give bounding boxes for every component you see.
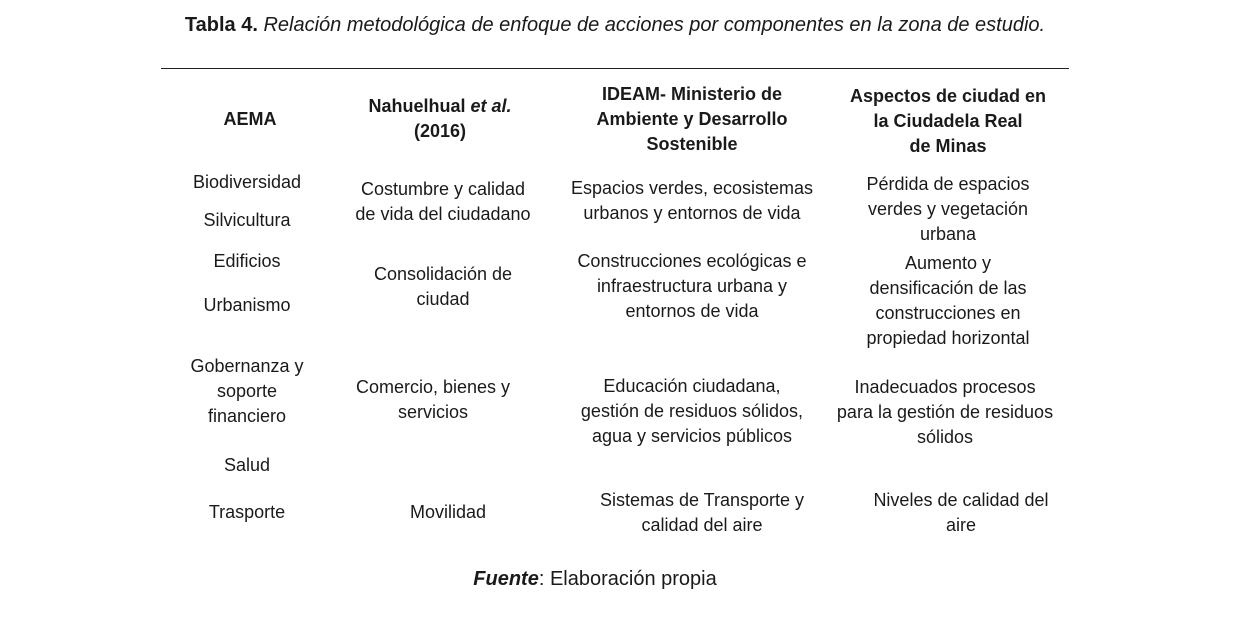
aema-biodiversidad: Biodiversidad (192, 172, 302, 192)
header-nahuelhual (340, 94, 540, 144)
ideam-educacion: Educación ciudadana, gestión de residuos sólidos, agua y servicios públicos (580, 376, 804, 446)
header-aema: AEMA (223, 109, 277, 129)
aema-edificios: Edificios (213, 251, 281, 271)
aspectos-inadecuados: Inadecuados procesos para la gestión de residuos sólidos (836, 377, 1054, 447)
aema-silvicultura: Silvicultura (203, 210, 291, 230)
aema-salud: Salud (223, 455, 271, 475)
nahuelhual-movilidad: Movilidad (409, 502, 487, 522)
header-et-al: et al. (470, 96, 512, 116)
caption-text: Relación metodológica de enfoque de acciones por componentes en la zona de estudio. (263, 14, 1046, 36)
aspectos-aumento: Aumento y densificación de las construcciones en propiedad horizontal (866, 253, 1030, 348)
header-nahuelhual-year: (2016) (413, 121, 467, 141)
aema-urbanismo: Urbanismo (203, 295, 291, 315)
nahuelhual-costumbre: Costumbre y calidad de vida del ciudadano (355, 179, 531, 224)
aema-trasporte: Trasporte (208, 502, 286, 522)
source-note (0, 568, 1190, 591)
aspectos-niveles: Niveles de calidad del aire (873, 490, 1049, 535)
header-ideam: IDEAM- Ministerio de Ambiente y Desarrollo Sostenible (596, 84, 788, 154)
header-nahuelhual-name: Nahuelhual (368, 96, 466, 116)
table-caption (0, 14, 1230, 37)
ideam-transporte: Sistemas de Transporte y calidad del aire (599, 490, 805, 535)
aspectos-perdida: Pérdida de espacios verdes y vegetación urbana (866, 174, 1030, 244)
aema-gobernanza: Gobernanza y soporte financiero (190, 356, 304, 426)
source-label: Fuente (473, 568, 539, 590)
source-text: : Elaboración propia (538, 568, 717, 590)
nahuelhual-comercio: Comercio, bienes y servicios (355, 377, 511, 422)
ideam-espacios: Espacios verdes, ecosistemas urbanos y entornos de vida (570, 178, 814, 223)
ideam-construcciones: Construcciones ecológicas e infraestructura urbana y entornos de vida (577, 251, 807, 321)
header-aspectos: Aspectos de ciudad en la Ciudadela Real de Minas (849, 86, 1047, 156)
caption-label: Tabla 4. (184, 14, 258, 36)
nahuelhual-consolidacion: Consolidación de ciudad (373, 264, 513, 309)
top-rule (161, 68, 1069, 69)
